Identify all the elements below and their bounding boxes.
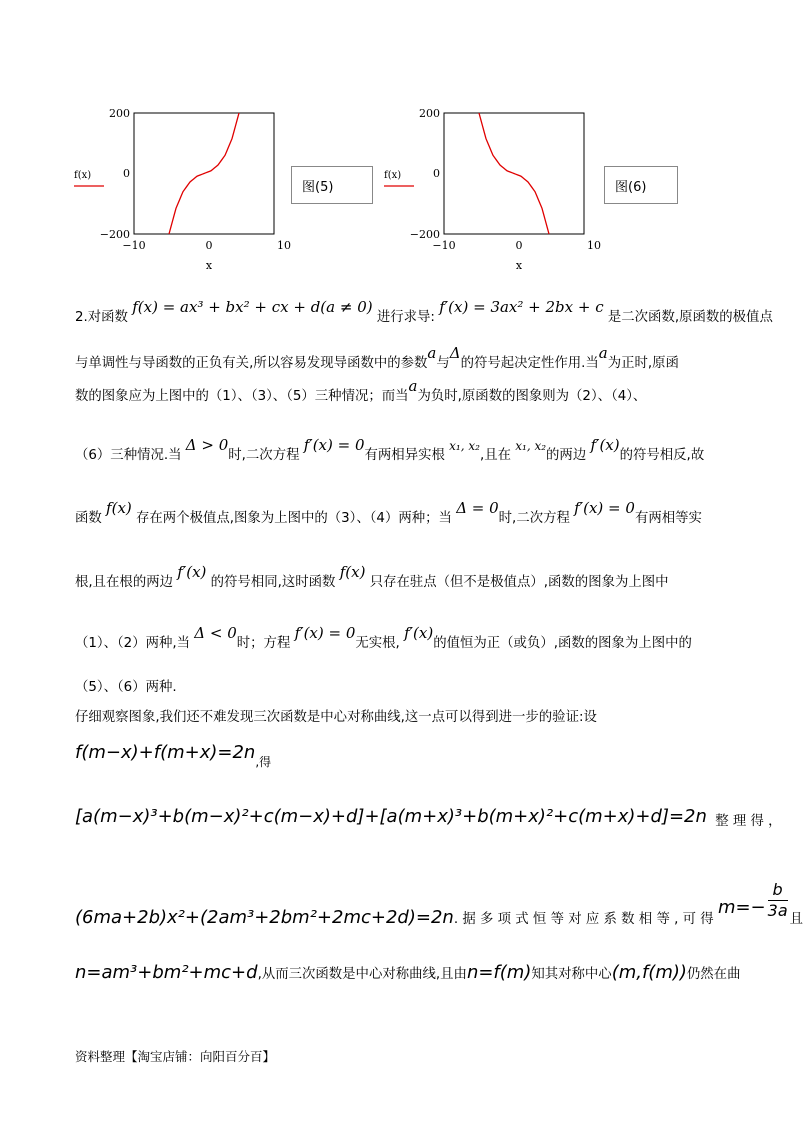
x-tick-left: −10	[432, 239, 456, 252]
text-line-3: 数的图象应为上图中的（1）、（3）、（5）三种情况；而当a为负时,原函数的图象则为（2）、（4）、	[75, 377, 647, 404]
x-tick-right: 10	[277, 239, 291, 252]
formula-n: n=am³+bm²+mc+d	[75, 962, 258, 983]
text-line-2: 与单调性与导函数的正负有关,所以容易发现导函数中的参数a与Δ的符号起决定性作用.当a为正时,原函	[75, 344, 679, 371]
page-footer: 资料整理【淘宝店铺：向阳百分百】	[75, 1049, 276, 1064]
y-tick-bottom: −200	[409, 228, 440, 241]
formula-expanded: [a(m−x)³+b(m−x)²+c(m−x)+d]+[a(m+x)³+b(m+x)²+c(m+x)+d]=2n	[75, 806, 707, 827]
text-line-1: 2.对函数 f(x) = ax³ + bx² + cx + d(a ≠ 0) 进行求导: f′(x) = 3ax² + 2bx + c 是二次函数,原函数的极值点	[75, 298, 773, 325]
text-line-11: [a(m−x)³+b(m−x)²+c(m−x)+d]+[a(m+x)³+b(m+x)²+c(m+x)+d]=2n 整 理 得 ，	[75, 806, 782, 829]
formula-coefficients: (6ma+2b)x²+(2am³+2bm²+2mc+2d)=2n	[75, 906, 454, 928]
x-tick-mid: 0	[515, 239, 523, 252]
legend-label: f(x)	[74, 170, 92, 181]
text-line-12: (6ma+2b)x²+(2am³+2bm²+2mc+2d)=2n. 据 多 项 式 恒 等 对 应 系 数 相 等 , 可 得 m=− $\frac{b}{3a}$ 且	[75, 880, 803, 928]
y-tick-top: 200	[109, 107, 130, 120]
legend-label: f(x)	[384, 170, 402, 181]
figure-5-caption: 图(5)	[291, 166, 373, 204]
x-axis-label: x	[205, 259, 213, 272]
figure-6-plot	[380, 104, 620, 274]
text-line-4: （6）三种情况.当 Δ > 0时,二次方程 f′(x) = 0有两相异实根 x₁, x₂,且在 x₁, x₂的两边 f′(x)的符号相反,故	[75, 436, 705, 463]
text-line-6: 根,且在根的两边 f′(x) 的符号相同,这时函数 f(x) 只存在驻点（但不是极值点）,函数的图象为上图中	[75, 563, 669, 590]
figure-6-svg	[380, 104, 620, 274]
formula-symmetry: f(m−x)+f(m+x)=2n	[75, 742, 256, 763]
figure-6-caption: 图(6)	[604, 166, 678, 204]
x-tick-mid: 0	[205, 239, 213, 252]
text-line-7: （1）、（2）两种,当 Δ < 0时；方程 f′(x) = 0无实根, f′(x)的值恒为正（或负）,函数的图象为上图中的	[75, 624, 692, 651]
y-tick-mid: 0	[123, 167, 130, 180]
y-tick-top: 200	[419, 107, 440, 120]
formula-derivative: f′(x) = 3ax² + 2bx + c	[439, 298, 604, 316]
x-axis-label: x	[515, 259, 523, 272]
formula-f-x: f(x) = ax³ + bx² + cx + d(a ≠ 0)	[132, 298, 373, 316]
text-line-8: （5）、（6）两种.	[75, 680, 177, 695]
text-line-10: f(m−x)+f(m+x)=2n,得	[75, 742, 272, 769]
figure-5-svg	[70, 104, 310, 274]
fraction-b-over-3a: $\frac{b}{3a}$	[767, 880, 788, 920]
series-line-f	[479, 113, 549, 234]
text-line-5: 函数 f(x) 存在两个极值点,图象为上图中的（3）、（4）两种；当 Δ = 0时,二次方程 f′(x) = 0有两相等实	[75, 499, 702, 526]
x-tick-right: 10	[587, 239, 601, 252]
x-tick-left: −10	[122, 239, 146, 252]
figure-5-plot	[70, 104, 310, 274]
series-line-f	[169, 113, 239, 234]
y-tick-mid: 0	[433, 167, 440, 180]
text-line-9: 仔细观察图象,我们还不难发现三次函数是中心对称曲线,这一点可以得到进一步的验证:设	[75, 710, 597, 725]
y-tick-bottom: −200	[99, 228, 130, 241]
text-line-13: n=am³+bm²+mc+d,从而三次函数是中心对称曲线,且由n=f(m)知其对称中心(m,f(m))仍然在曲	[75, 962, 741, 983]
